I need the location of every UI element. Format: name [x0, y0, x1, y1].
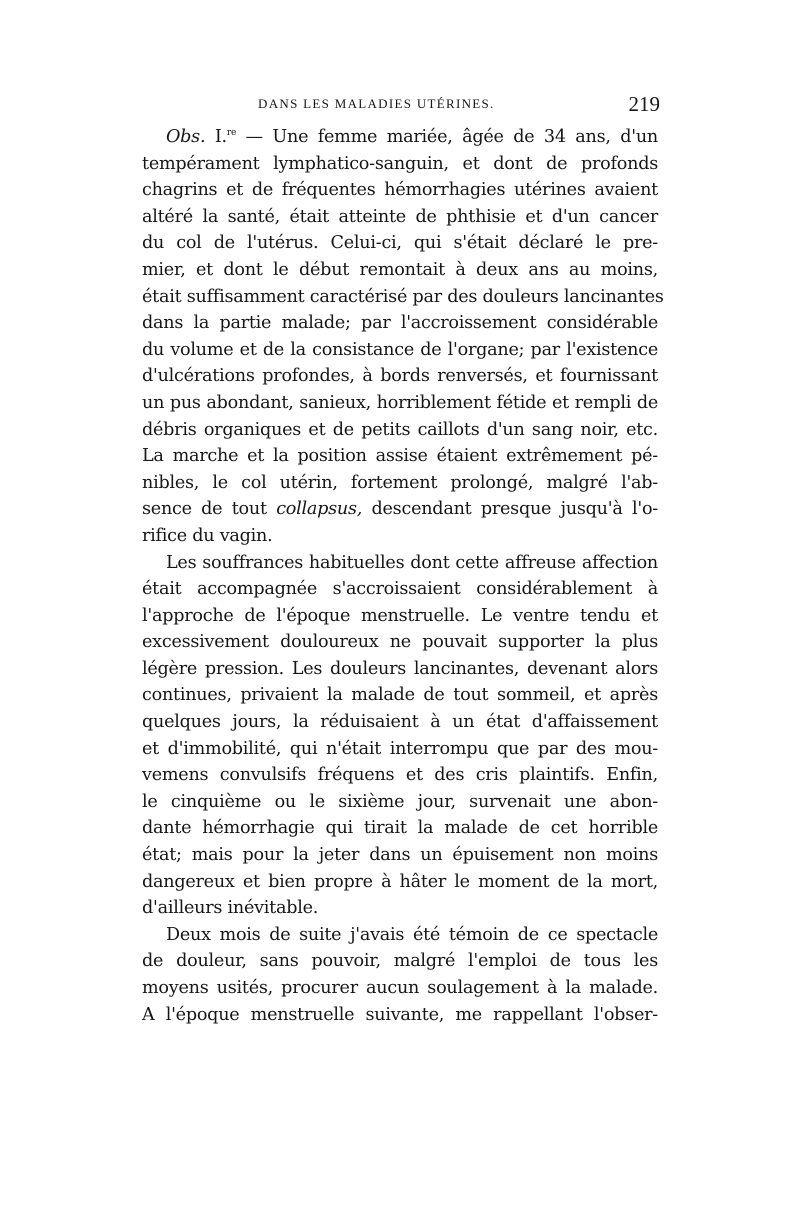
text-line-25: vemens convulsifs fréquens et des cris plaintifs. Enfin,	[142, 765, 658, 786]
text-line-17: Les souffrances habituelles dont cette affreuse affection	[166, 552, 658, 573]
text-line-15-end: descendant presque jusqu'à l'o-	[362, 499, 658, 520]
text-line-33: moyens usités, procurer aucun soulagement à la malade.	[142, 978, 658, 998]
text-line-31: Deux mois de suite j'avais été témoin de ce spectacle	[166, 924, 658, 945]
text-line-7: était suffisamment caractérisé par des douleurs lancinantes	[142, 286, 664, 307]
text-line-15	[142, 496, 658, 523]
text-line-29: dangereux et bien propre à hâter le moment de la mort,	[142, 871, 658, 892]
text-line-24: et d'immobilité, qui n'était interrompu que par des mou-	[142, 738, 658, 759]
text-line-27: dante hémorrhagie qui tirait la malade de cet horrible	[142, 818, 658, 839]
text-line-14: nibles, le col utérin, fortement prolongé, malgré l'ab-	[142, 472, 658, 493]
text-line-13: La marche et la position assise étaient extrêmement pé-	[142, 446, 658, 467]
text-line-12: débris organiques et de petits caillots d'un sang noir, etc.	[142, 419, 658, 440]
text-line-11: un pus abondant, sanieux, horriblement fétide et rempli de	[142, 392, 658, 413]
observation-label: Obs.	[166, 127, 206, 147]
text-line-4: altéré la santé, était atteinte de phthisie et d'un cancer	[142, 206, 658, 227]
text-line-18: était accompagnée s'accroissaient considérablement à	[142, 579, 658, 600]
text-line-10: d'ulcérations profondes, à bords renversés, et fournissant	[142, 366, 658, 387]
text-line-2: tempérament lymphatico-sanguin, et dont de profonds	[142, 153, 658, 174]
text-line-26: le cinquième ou le sixième jour, survenait une abon-	[142, 791, 658, 812]
text-line-20: excessivement douloureux ne pouvait supporter la plus	[142, 632, 658, 653]
observation-number: I.	[214, 127, 227, 147]
body-text	[142, 124, 664, 1028]
page-number: 219	[628, 92, 660, 116]
italic-term: collapsus,	[276, 499, 363, 520]
text-line-19: l'approche de l'époque menstruelle. Le ventre tendu et	[142, 605, 658, 626]
text-line-1-rest: — Une femme mariée, âgée de 34 ans, d'un	[236, 127, 659, 147]
text-line-28: état; mais pour la jeter dans un épuisement non moins	[142, 845, 658, 866]
text-line-8: dans la partie malade; par l'accroissement considérable	[142, 313, 658, 334]
text-line-30: d'ailleurs inévitable.	[142, 898, 319, 919]
text-line-22: continues, privaient la malade de tout sommeil, et après	[142, 685, 658, 706]
text-line-32: de douleur, sans pouvoir, malgré l'emploi de tous les	[142, 951, 658, 972]
text-line-9: du volume et de la consistance de l'organe; par l'existence	[142, 339, 658, 360]
text-line-6: mier, et dont le début remontait à deux ans au moins,	[142, 259, 658, 280]
observation-number-superscript: re	[226, 128, 237, 138]
running-header	[140, 92, 660, 118]
running-title: DANS LES MALADIES UTÉRINES.	[258, 96, 495, 111]
text-line-23: quelques jours, la réduisaient à un état d'affaissement	[142, 712, 658, 733]
text-line-1	[142, 124, 658, 151]
text-line-3: chagrins et de fréquentes hémorrhagies utérines avaient	[142, 180, 658, 201]
text-line-21: légère pression. Les douleurs lancinantes, devenant alors	[142, 658, 658, 679]
text-line-16: rifice du vagin.	[142, 525, 273, 546]
text-line-15-start: sence de tout	[142, 499, 277, 520]
text-line-5: du col de l'utérus. Celui-ci, qui s'était déclaré le pre-	[142, 233, 658, 254]
text-line-34: A l'époque menstruelle suivante, me rappellant l'obser-	[142, 1004, 658, 1025]
